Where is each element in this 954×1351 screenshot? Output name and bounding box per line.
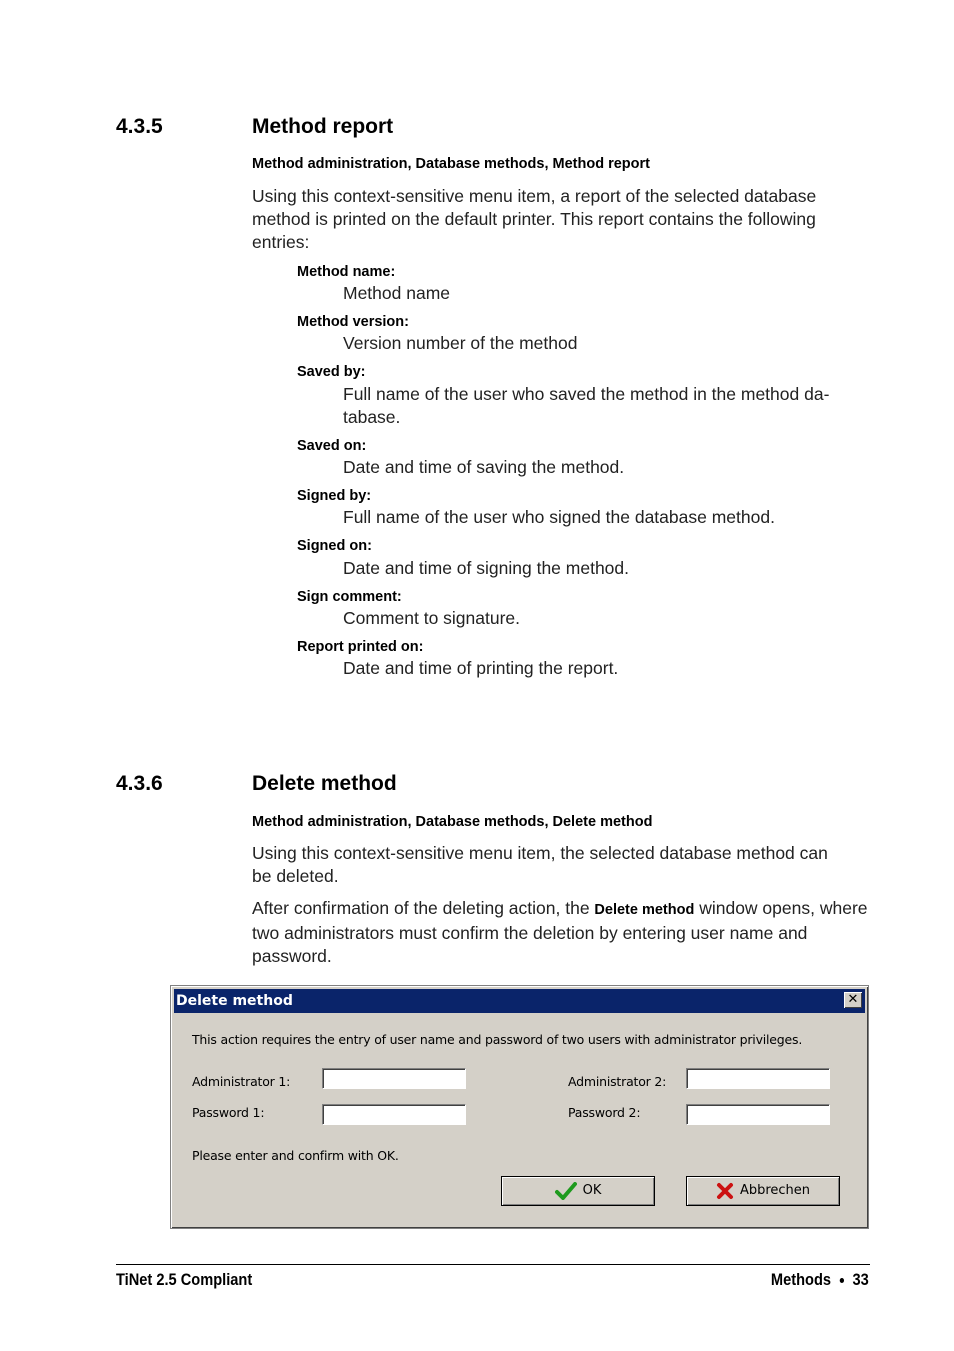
entry-term: Report printed on: [297, 639, 424, 655]
entry-term: Signed by: [297, 488, 372, 504]
cancel-label: Abbrechen [739, 1183, 811, 1198]
inline-window-name: Delete method [594, 902, 695, 918]
section-number: 4.3.6 [116, 772, 163, 795]
close-icon: ✕ [847, 992, 859, 1007]
entry-term: Method name: [297, 264, 396, 280]
intro-paragraph: Using this context-sensitive menu item, a report of the selected database method is printed on the default printer. This report contains the following entries: [252, 186, 817, 252]
entry-desc: Date and time of saving the method. [343, 457, 625, 477]
dialog-hint: Please enter and confirm with OK. [192, 1148, 399, 1163]
admin2-label: Administrator 2: [568, 1074, 667, 1089]
text-run: window opens, where two administrators must confirm the deletion by entering user name and password. [252, 898, 868, 966]
entry-desc: Full name of the user who signed the database method. [343, 507, 775, 527]
entry-desc: Full name of the user who saved the method in the method da-tabase. [343, 384, 830, 427]
entry-term: Method version: [297, 314, 409, 330]
close-button[interactable] [844, 992, 862, 1008]
delete-method-dialog [170, 985, 869, 1229]
admin1-input[interactable] [322, 1068, 466, 1089]
entry-term: Sign comment: [297, 589, 402, 605]
section-title: Method report [252, 115, 394, 138]
entry-term: Saved on: [297, 438, 367, 454]
password2-input[interactable] [686, 1104, 830, 1125]
entry-desc: Date and time of printing the report. [343, 658, 619, 678]
text-run: After confirmation of the deleting action, the [252, 898, 595, 918]
section-title: Delete method [252, 772, 397, 795]
menu-path: Method administration, Database methods, Delete method [252, 814, 653, 830]
password1-label: Password 1: [192, 1105, 265, 1120]
bullet-icon [840, 1278, 844, 1283]
body-paragraph: Using this context-sensitive menu item, the selected database method can be deleted. [252, 843, 828, 886]
entry-term: Saved by: [297, 364, 366, 380]
dialog-title: Delete method [176, 993, 293, 1009]
menu-path: Method administration, Database methods, Method report [252, 156, 650, 172]
ok-label: OK [582, 1183, 602, 1198]
entry-term: Signed on: [297, 538, 372, 554]
ok-button[interactable] [501, 1176, 655, 1206]
body-paragraph [252, 897, 872, 968]
section-number: 4.3.5 [116, 115, 163, 138]
dialog-message: This action requires the entry of user name and password of two users with administrator privileges. [192, 1032, 803, 1047]
admin2-input[interactable] [686, 1068, 830, 1089]
page-number: 33 [852, 1270, 869, 1289]
cross-icon [716, 1182, 734, 1200]
footer-chapter: Methods [771, 1270, 832, 1289]
dialog-titlebar [174, 989, 865, 1013]
checkmark-icon [555, 1182, 577, 1200]
entry-desc: Method name [343, 283, 451, 303]
footer-rule [116, 1264, 870, 1265]
password2-label: Password 2: [568, 1105, 641, 1120]
admin1-label: Administrator 1: [192, 1074, 291, 1089]
footer-product: TiNet 2.5 Compliant [116, 1270, 253, 1289]
password1-input[interactable] [322, 1104, 466, 1125]
cancel-button[interactable] [686, 1176, 840, 1206]
entry-desc: Version number of the method [343, 333, 578, 353]
footer-page-info [771, 1270, 869, 1290]
entry-desc: Comment to signature. [343, 608, 521, 628]
entry-desc: Date and time of signing the method. [343, 558, 630, 578]
